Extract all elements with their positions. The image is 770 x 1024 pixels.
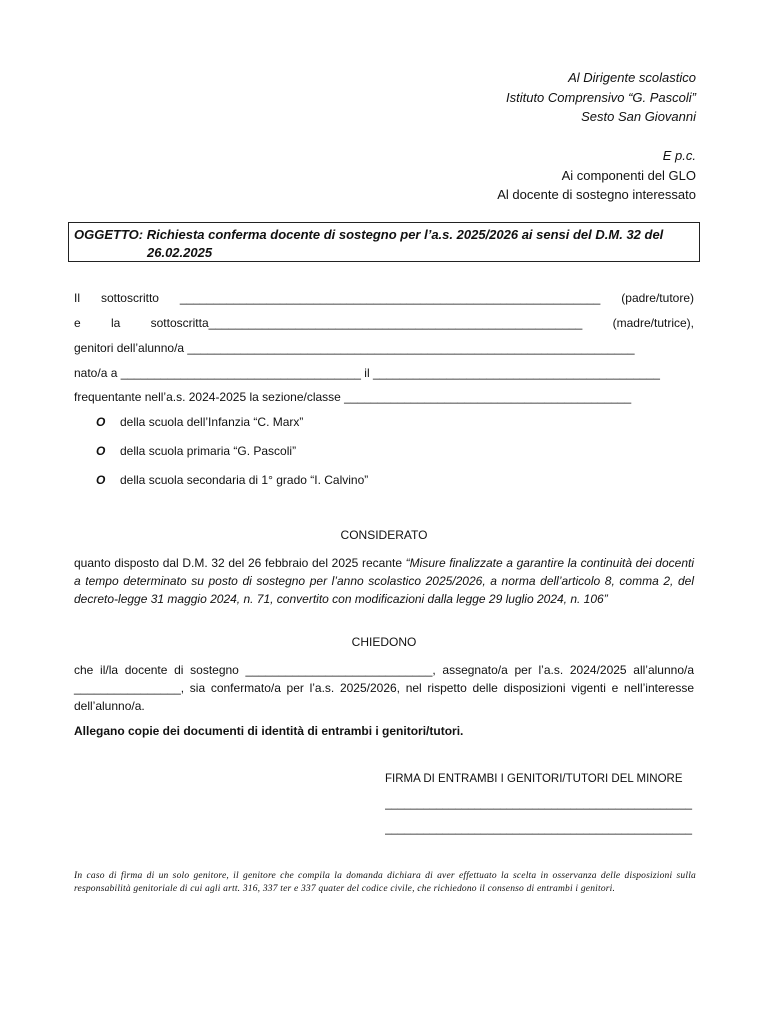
cc-block [497,146,696,205]
attachments-statement: Allegano copie dei documenti di identità di entrambi i genitori/tutori. [74,724,464,738]
recipient-line-1: Al Dirigente scolastico [568,70,696,85]
school-option-label: della scuola secondaria di 1° grado “I. Calvino” [120,473,369,487]
class-field[interactable]: frequentante nell’a.s. 2024-2025 la sezione/classe ___________________________________________ [74,390,632,404]
school-option-label: della scuola dell’Infanzia “C. Marx” [120,415,304,429]
considerato-heading: CONSIDERATO [340,528,428,542]
father-field[interactable]: Il sottoscritto _______________________________________________________________ (padre/tutore) [74,291,694,305]
student-name-field[interactable]: genitori dell’alunno/a ___________________________________________________________________ [74,341,635,355]
considerato-intro: quanto disposto dal D.M. 32 del 26 febbraio del 2025 recante [74,556,406,570]
subject-box [68,222,700,262]
considerato-paragraph [74,554,694,608]
radio-option-icon[interactable]: O [96,415,106,429]
cc-label: E p.c. [662,148,696,163]
cc-line-2: Al docente di sostegno interessato [497,187,696,202]
mother-field[interactable]: e la sottoscritta________________________________________________________ (madre/tutrice), [74,316,694,330]
recipient-line-3: Sesto San Giovanni [581,109,696,124]
radio-option-icon[interactable]: O [96,473,106,487]
recipient-line-2: Istituto Comprensivo “G. Pascoli” [505,89,696,105]
considerato-quote: “Misure finalizzate a garantire la continuità dei docenti a tempo determinato su posto di sostegno per l’anno scolastico 2025/2026, a norma dell’articolo 8, comma 2, del decreto-legge 31 maggio 2024, n. 71, convertito con modificazioni dalla legge 29 luglio 2024, n. 106” [74,556,694,606]
cc-line-1: Ai componenti del GLO [561,167,696,183]
recipient-block [506,68,696,127]
signature-line-2[interactable]: ________________________________________________ [385,823,692,835]
radio-option-icon[interactable]: O [96,444,106,458]
school-option-infanzia[interactable] [96,415,303,429]
signature-line-1[interactable]: ________________________________________________ [385,798,692,810]
footnote: In caso di firma di un solo genitore, il genitore che compila la domanda dichiara di aver effettuato la scelta in osservanza delle disposizioni sulla responsabilità genitoriale di cui agli artt. 316, 337 ter e 337 quater del codice civile, che richiedono il consenso di entrambi i genitori. [74,871,696,894]
school-option-primaria[interactable] [96,444,296,458]
chiedono-heading: CHIEDONO [351,635,417,649]
school-option-secondaria[interactable] [96,473,368,487]
subject-line-1: OGGETTO: Richiesta conferma docente di sostegno per l’a.s. 2025/2026 ai sensi del D.M. 32 del [74,227,664,242]
birth-field[interactable]: nato/a a ____________________________________ il ___________________________________________ [74,366,660,380]
school-option-label: della scuola primaria “G. Pascoli” [120,444,297,458]
chiedono-paragraph: che il/la docente di sostegno ____________________________, assegnato/a per l’a.s. 2024/2025 all’alunno/a ________________, sia confermato/a per l’a.s. 2025/2026, nel rispetto delle disposizioni vigenti e nell’interesse dell’alunno/a. [74,663,694,713]
subject-line-2: 26.02.2025 [147,245,213,260]
signature-label: FIRMA DI ENTRAMBI I GENITORI/TUTORI DEL MINORE [385,773,683,785]
